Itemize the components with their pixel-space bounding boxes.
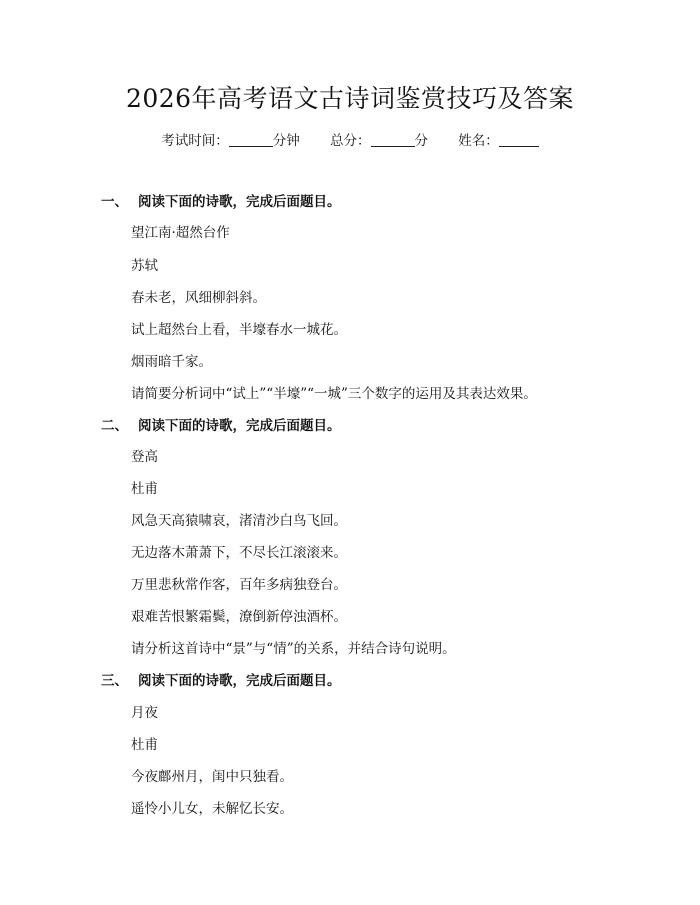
question-instruction: 阅读下面的诗歌，完成后面题目。 (138, 673, 341, 689)
question-number: 二、 (101, 418, 128, 434)
question-heading (101, 416, 341, 436)
exam-time-label: 考试时间： (161, 133, 229, 149)
question-number: 一、 (101, 194, 128, 210)
question-prompt: 请分析这首诗中“景”与“情”的关系，并结合诗句说明。 (131, 641, 456, 657)
question-prompt: 请简要分析词中“试上”“半壕”“一城”三个数字的运用及其表达效果。 (131, 386, 537, 402)
question-instruction: 阅读下面的诗歌，完成后面题目。 (138, 418, 341, 434)
poem-author: 苏轼 (131, 258, 158, 274)
total-score-unit: 分 (414, 133, 428, 149)
total-score-label: 总分： (330, 133, 371, 149)
question-heading (101, 671, 341, 691)
exam-time-field (161, 133, 304, 149)
poem-title: 登高 (131, 449, 158, 465)
poem-line: 今夜鄜州月，闺中只独看。 (131, 769, 293, 785)
poem-line: 风急天高猿啸哀，渚清沙白鸟飞回。 (131, 513, 347, 529)
poem-title: 月夜 (131, 705, 158, 721)
poem-line: 万里悲秋常作客，百年多病独登台。 (131, 577, 347, 593)
poem-author: 杜甫 (131, 737, 158, 753)
total-score-blank (371, 132, 415, 147)
total-score-field (330, 133, 432, 149)
poem-line: 无边落木萧萧下，不尽长江滚滚来。 (131, 545, 347, 561)
poem-line: 春未老，风细柳斜斜。 (131, 290, 266, 306)
exam-time-unit: 分钟 (272, 133, 300, 149)
poem-line: 烟雨暗千家。 (131, 354, 212, 370)
poem-title: 望江南·超然台作 (131, 225, 230, 241)
poem-line: 遥怜小儿女，未解忆长安。 (131, 801, 293, 817)
student-name-field (458, 133, 539, 149)
poem-line: 试上超然台上看，半壕春水一城花。 (131, 322, 347, 338)
exam-info (0, 131, 700, 151)
poem-line: 艰难苦恨繁霜鬓，潦倒新停浊酒杯。 (131, 609, 347, 625)
question-heading (101, 192, 341, 212)
exam-time-blank (229, 132, 273, 147)
poem-author: 杜甫 (131, 481, 158, 497)
question-number: 三、 (101, 673, 128, 689)
question-instruction: 阅读下面的诗歌，完成后面题目。 (138, 194, 341, 210)
student-name-blank (499, 132, 539, 147)
student-name-label: 姓名： (458, 133, 499, 149)
page-title: 2026年高考语文古诗词鉴赏技巧及答案 (125, 84, 575, 113)
